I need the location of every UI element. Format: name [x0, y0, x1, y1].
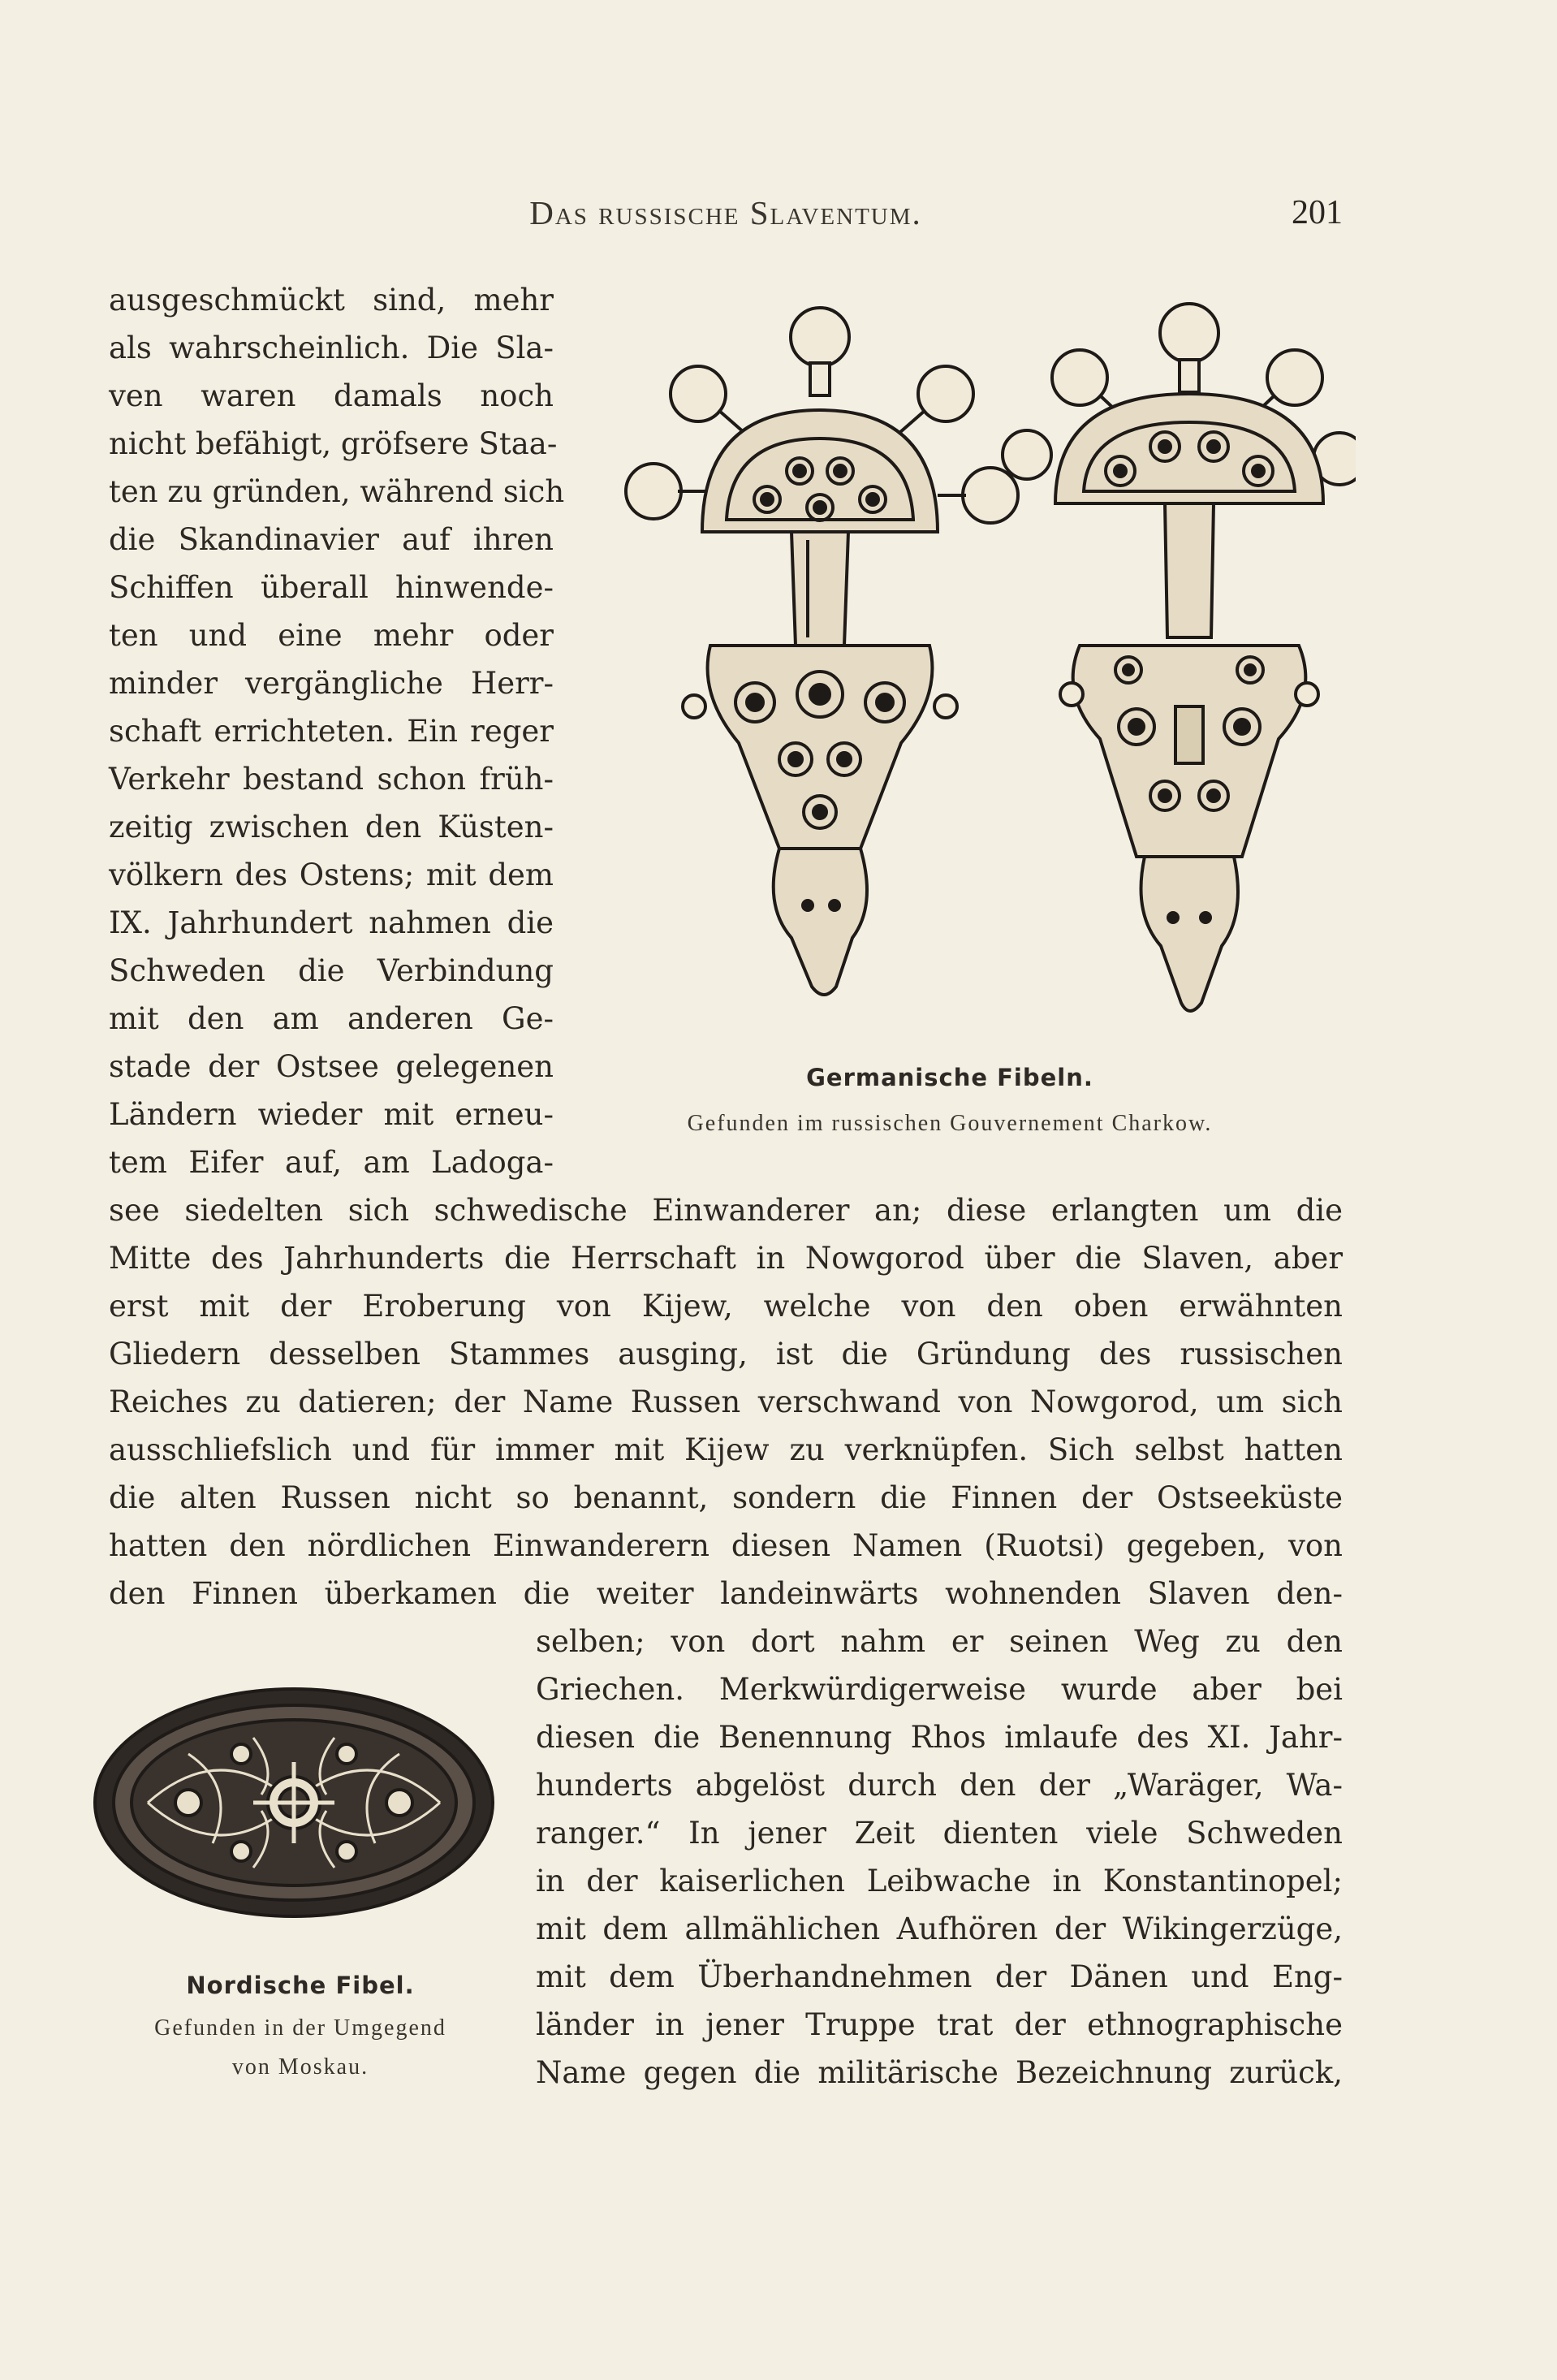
text-line: Ländern wieder mit erneu- — [109, 1097, 554, 1132]
running-title: Das russische Slaventum. — [529, 194, 922, 231]
page-number: 201 — [1292, 194, 1343, 231]
text-line: die alten Russen nicht so benannt, sondern die Finnen der Ostseeküste — [109, 1480, 1343, 1515]
text-line: nicht befähigt, gröfsere Staa- — [109, 426, 558, 461]
text-line: ausgeschmückt sind, mehr — [109, 283, 554, 317]
text-line: den Finnen überkamen die weiter landeinwärts wohnenden Slaven den- — [109, 1576, 1343, 1611]
text-line: ven waren damals noch — [109, 378, 554, 413]
text-line: Griechen. Merkwürdigerweise wurde aber bei — [536, 1672, 1343, 1707]
text-line: mit dem Überhandnehmen der Dänen und Eng- — [536, 1959, 1343, 1994]
text-line: hunderts abgelöst durch den der „Waräger, Wa- — [536, 1768, 1343, 1803]
text-line: ten und eine mehr oder — [109, 618, 554, 653]
text-line: Mitte des Jahrhunderts die Herrschaft in Nowgorod über die Slaven, aber — [109, 1241, 1343, 1276]
text-line: ausschliefslich und für immer mit Kijew zu verknüpfen. Sich selbst hatten — [109, 1432, 1343, 1467]
text-line: diesen die Benennung Rhos imlaufe des XI. Jahr- — [536, 1720, 1343, 1755]
text-line: in der kaiserlichen Leibwache in Konstantinopel; — [536, 1864, 1343, 1898]
text-line: als wahrscheinlich. Die Sla- — [109, 330, 554, 365]
text-line: mit dem allmählichen Aufhören der Wikingerzüge, — [536, 1911, 1343, 1946]
text-line: erst mit der Eroberung von Kijew, welche von den oben erwähnten — [109, 1289, 1343, 1324]
nordic-fibula-illustration — [91, 1665, 505, 1941]
running-header — [109, 193, 1343, 242]
nordic-fibula-caption-line2: von Moskau. — [231, 2054, 369, 2080]
text-line: stade der Ostsee gelegenen — [109, 1049, 554, 1084]
nordic-fibula-figure — [91, 1665, 505, 1941]
text-line: Name gegen die militärische Bezeichnung zurück, — [536, 2055, 1343, 2090]
germanic-fibulae-figure — [584, 288, 1356, 1068]
text-line: völkern des Ostens; mit dem — [109, 857, 554, 892]
text-line: hatten den nördlichen Einwanderern diesen Namen (Ruotsi) gegeben, von — [109, 1528, 1343, 1563]
text-line: Schweden die Verbindung — [109, 953, 554, 988]
text-line: länder in jener Truppe trat der ethnographische — [536, 2007, 1343, 2042]
text-line: schaft errichteten. Ein reger — [109, 714, 554, 749]
text-line: Gliedern desselben Stammes ausging, ist die Gründung des russischen — [109, 1337, 1343, 1371]
left-fibula — [626, 308, 1018, 995]
germanic-fibulae-caption-subtitle: Gefunden im russischen Gouvernement Charkow. — [687, 1111, 1213, 1136]
nordic-fibula-caption-line1: Gefunden in der Umgegend — [154, 2015, 446, 2041]
text-line: IX. Jahrhundert nahmen die — [109, 905, 554, 940]
text-line: ten zu gründen, während sich — [109, 474, 565, 509]
right-fibula — [1003, 304, 1356, 1011]
text-line: mit den am anderen Ge- — [109, 1001, 554, 1036]
text-line: Reiches zu datieren; der Name Russen verschwand von Nowgorod, um sich — [109, 1384, 1343, 1419]
germanic-fibulae-caption-title: Germanische Fibeln. — [806, 1064, 1093, 1091]
germanic-fibulae-illustration — [584, 288, 1356, 1068]
nordic-fibula-caption-title: Nordische Fibel. — [186, 1972, 415, 1999]
text-line: see siedelten sich schwedische Einwanderer an; diese erlangten um die — [109, 1193, 1343, 1228]
text-line: ranger.“ In jener Zeit dienten viele Schweden — [536, 1816, 1343, 1851]
text-line: zeitig zwischen den Küsten- — [109, 810, 554, 844]
text-line: die Skandinavier auf ihren — [109, 522, 554, 557]
text-line: Schiffen überall hinwende- — [109, 570, 554, 605]
text-line: tem Eifer auf, am Ladoga- — [109, 1145, 554, 1180]
text-line: minder vergängliche Herr- — [109, 666, 554, 701]
text-line: Verkehr bestand schon früh- — [109, 762, 554, 797]
text-line: selben; von dort nahm er seinen Weg zu den — [536, 1624, 1343, 1659]
